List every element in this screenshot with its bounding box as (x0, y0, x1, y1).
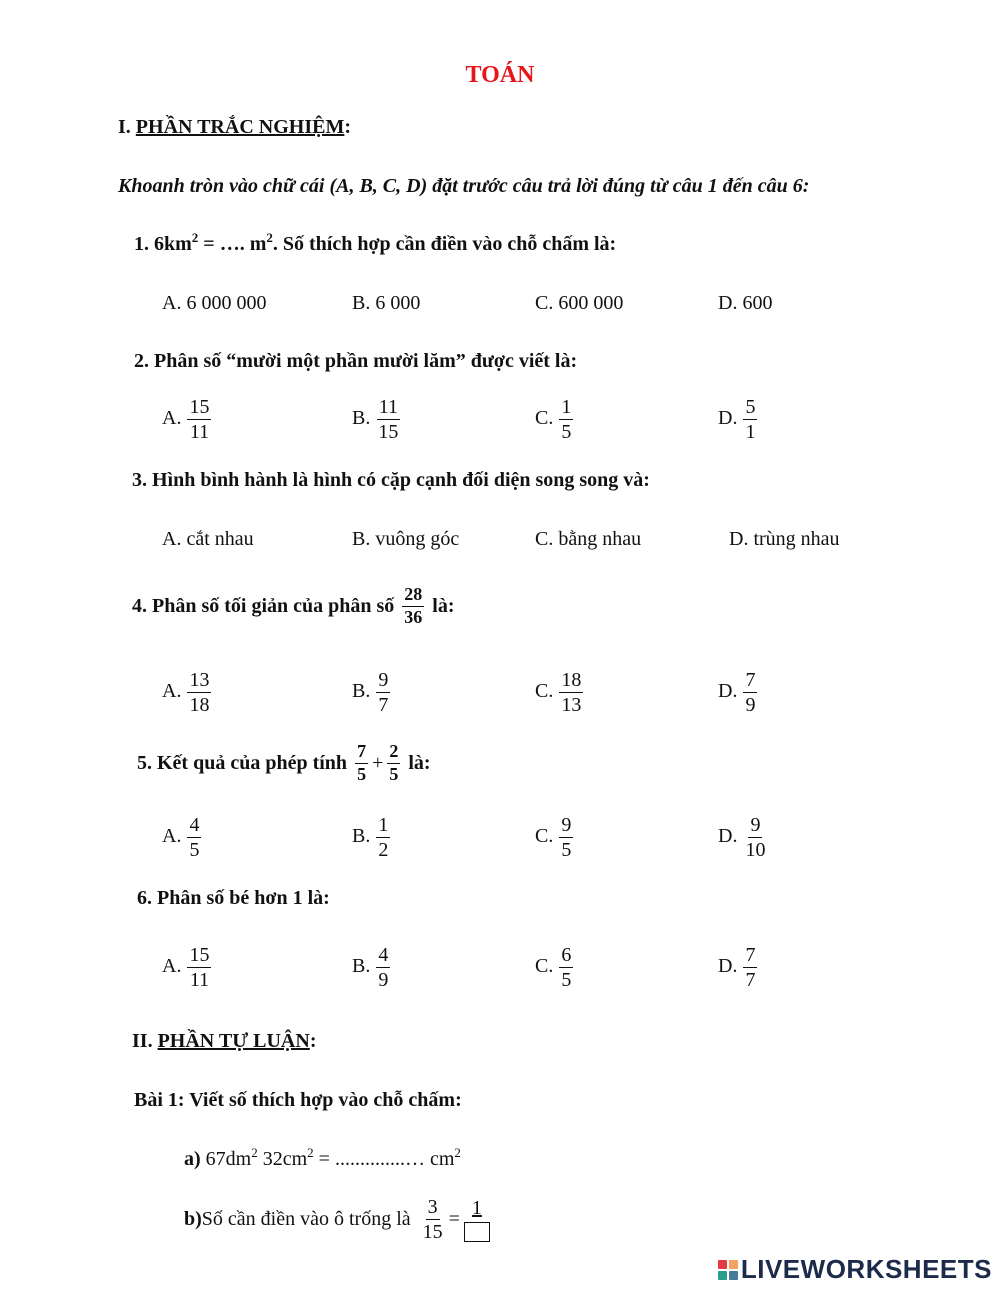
option-label: C. (535, 407, 554, 430)
denominator: 9 (378, 969, 389, 991)
question-6: 6. Phân số bé hơn 1 là: (137, 887, 330, 909)
answer-box[interactable] (464, 1222, 490, 1242)
denominator: 5 (561, 969, 572, 991)
numerator: 7 (355, 742, 368, 764)
numerator: 9 (750, 814, 761, 836)
option-label: D. (718, 825, 738, 848)
numerator: 4 (189, 814, 200, 836)
option-label: B. (352, 825, 371, 848)
q3-option-d[interactable]: D. trùng nhau (729, 528, 840, 550)
section-2-suffix: : (309, 1030, 317, 1052)
q5-option-d[interactable] (718, 814, 771, 861)
q4-option-a[interactable] (162, 669, 215, 716)
fraction (559, 396, 573, 443)
option-label: A. (162, 680, 182, 703)
q1-option-d[interactable]: D. 600 (718, 292, 773, 314)
bai-1-title: Bài 1: Viết số thích hợp vào chỗ chấm: (134, 1089, 462, 1111)
q2-option-b[interactable] (352, 396, 404, 443)
bai-1-a-sup-2: 2 (307, 1145, 314, 1160)
bai-1-a-blank[interactable]: = ..............… cm (313, 1148, 455, 1170)
option-label: C. (535, 955, 554, 978)
q3-option-b[interactable]: B. vuông góc (352, 528, 460, 550)
section-1-prefix: I. (118, 116, 136, 138)
bai-1-b (184, 1196, 494, 1243)
q5-plus-sign: + (372, 751, 384, 774)
option-label: B. (352, 955, 371, 978)
numerator: 5 (745, 396, 756, 418)
denominator: 2 (378, 839, 389, 861)
q6-option-a[interactable] (162, 944, 215, 991)
section-1-heading (118, 116, 351, 139)
section-1-title: PHẦN TRẮC NGHIỆM (135, 116, 345, 138)
denominator: 7 (378, 694, 389, 716)
numerator: 9 (378, 669, 389, 691)
bai-1-a (184, 1145, 461, 1171)
denominator: 1 (745, 421, 756, 443)
question-5 (137, 742, 431, 785)
q5-option-a[interactable] (162, 814, 205, 861)
denominator: 5 (561, 421, 572, 443)
q5-option-c[interactable] (535, 814, 577, 861)
option-label: A. (162, 825, 182, 848)
bai-1-a-sup-3: 2 (454, 1145, 461, 1160)
q5-fraction-2 (387, 742, 400, 785)
q4-end: là: (432, 594, 455, 617)
question-3: 3. Hình bình hành là hình có cặp cạnh đối diện song song và: (132, 469, 650, 491)
q5-fraction-1 (355, 742, 368, 785)
q2-option-d[interactable] (718, 396, 761, 443)
numerator: 9 (561, 814, 572, 836)
fraction (187, 669, 211, 716)
denominator: 15 (422, 1221, 443, 1243)
q4-option-c[interactable] (535, 669, 587, 716)
q1-option-a[interactable]: A. 6 000 000 (162, 292, 267, 314)
question-2: 2. Phân số “mười một phần mười lăm” được viết là: (134, 350, 578, 372)
q5-option-b[interactable] (352, 814, 394, 861)
fraction (187, 396, 211, 443)
numerator: 1 (378, 814, 389, 836)
bai-1-a-label: a) (184, 1148, 201, 1170)
denominator: 5 (189, 839, 200, 861)
numerator: 15 (189, 944, 210, 966)
logo-icon (718, 1260, 738, 1280)
q4-text: 4. Phân số tối giản của phân số (132, 594, 395, 617)
denominator: 7 (745, 969, 756, 991)
numerator: 2 (387, 742, 400, 764)
option-label: A. (162, 407, 182, 430)
denominator: 15 (378, 421, 399, 443)
q1-sup-1: 2 (191, 230, 199, 245)
page-title: TOÁN (465, 62, 535, 88)
option-label: C. (535, 680, 554, 703)
q1-text-3: . Số thích hợp cần điền vào chỗ chấm là: (272, 233, 617, 255)
q6-option-c[interactable] (535, 944, 577, 991)
bai-1-b-label: b) (184, 1208, 202, 1230)
option-label: D. (718, 955, 738, 978)
numerator: 11 (378, 396, 398, 418)
numerator: 4 (378, 944, 389, 966)
bai-1-a-text-1: 67dm (200, 1148, 252, 1170)
numerator: 13 (189, 669, 210, 691)
option-label: A. (162, 955, 182, 978)
logo-text: LIVEWORKSHEETS (740, 1254, 992, 1284)
denominator: 9 (745, 694, 756, 716)
fraction (743, 669, 757, 716)
fraction (743, 944, 757, 991)
bai-1-b-answer-fraction (464, 1197, 490, 1242)
bai-1-b-fraction (421, 1196, 445, 1243)
numerator: 6 (561, 944, 572, 966)
option-label: B. (352, 407, 371, 430)
numerator: 18 (561, 669, 582, 691)
bai-1-b-text: Số cần điền vào ô trống là (201, 1208, 411, 1230)
option-label: B. (352, 680, 371, 703)
q5-end: là: (408, 751, 431, 774)
numerator: 1 (471, 1197, 482, 1219)
option-label: D. (718, 407, 738, 430)
denominator: 13 (561, 694, 582, 716)
section-1-suffix: : (344, 116, 351, 138)
q1-text-2: = …. m (198, 233, 267, 255)
denominator: 18 (189, 694, 210, 716)
liveworksheets-logo (718, 1254, 992, 1285)
q1-option-c[interactable]: C. 600 000 (535, 292, 624, 314)
section-2-prefix: II. (132, 1030, 158, 1052)
fraction (559, 669, 583, 716)
denominator: 11 (189, 421, 210, 443)
question-4 (132, 585, 455, 628)
q1-text-1: 1. 6km (134, 233, 192, 255)
fraction (559, 944, 573, 991)
fraction (376, 669, 390, 716)
section-2-heading (132, 1030, 316, 1053)
question-1 (134, 230, 617, 256)
denominator: 5 (561, 839, 572, 861)
q6-option-b[interactable] (352, 944, 394, 991)
section-2-title: PHẦN TỰ LUẬN (157, 1030, 310, 1052)
fraction (743, 396, 757, 443)
fraction (743, 814, 767, 861)
q4-fraction (402, 585, 424, 628)
q3-option-a[interactable]: A. cắt nhau (162, 528, 254, 550)
denominator: 5 (357, 763, 367, 784)
q1-sup-2: 2 (266, 230, 273, 245)
q3-option-c[interactable]: C. bằng nhau (535, 528, 642, 550)
q4-option-b[interactable] (352, 669, 394, 716)
fraction (559, 814, 573, 861)
numerator: 3 (427, 1196, 438, 1218)
bai-1-a-sup-1: 2 (251, 1145, 258, 1160)
option-label: D. (718, 680, 738, 703)
fraction (376, 396, 400, 443)
denominator: 36 (404, 606, 423, 627)
fraction (187, 944, 211, 991)
q2-option-c[interactable] (535, 396, 577, 443)
denominator: 5 (389, 763, 399, 784)
fraction (376, 944, 390, 991)
numerator: 1 (561, 396, 572, 418)
option-label: C. (535, 825, 554, 848)
numerator: 28 (402, 585, 424, 607)
denominator: 10 (745, 839, 766, 861)
fraction (187, 814, 201, 861)
numerator: 7 (745, 669, 756, 691)
q5-text: 5. Kết quả của phép tính (137, 751, 348, 774)
fraction (376, 814, 390, 861)
q4-option-d[interactable] (718, 669, 761, 716)
q1-option-b[interactable]: B. 6 000 (352, 292, 421, 314)
q2-option-a[interactable] (162, 396, 215, 443)
denominator: 11 (189, 969, 210, 991)
numerator: 15 (189, 396, 210, 418)
bai-1-a-text-2: 32cm (257, 1148, 308, 1170)
numerator: 7 (745, 944, 756, 966)
q6-option-d[interactable] (718, 944, 761, 991)
equals-sign: = (448, 1208, 460, 1230)
instruction-text: Khoanh tròn vào chữ cái (A, B, C, D) đặt trước câu trả lời đúng từ câu 1 đến câu 6: (118, 175, 810, 197)
